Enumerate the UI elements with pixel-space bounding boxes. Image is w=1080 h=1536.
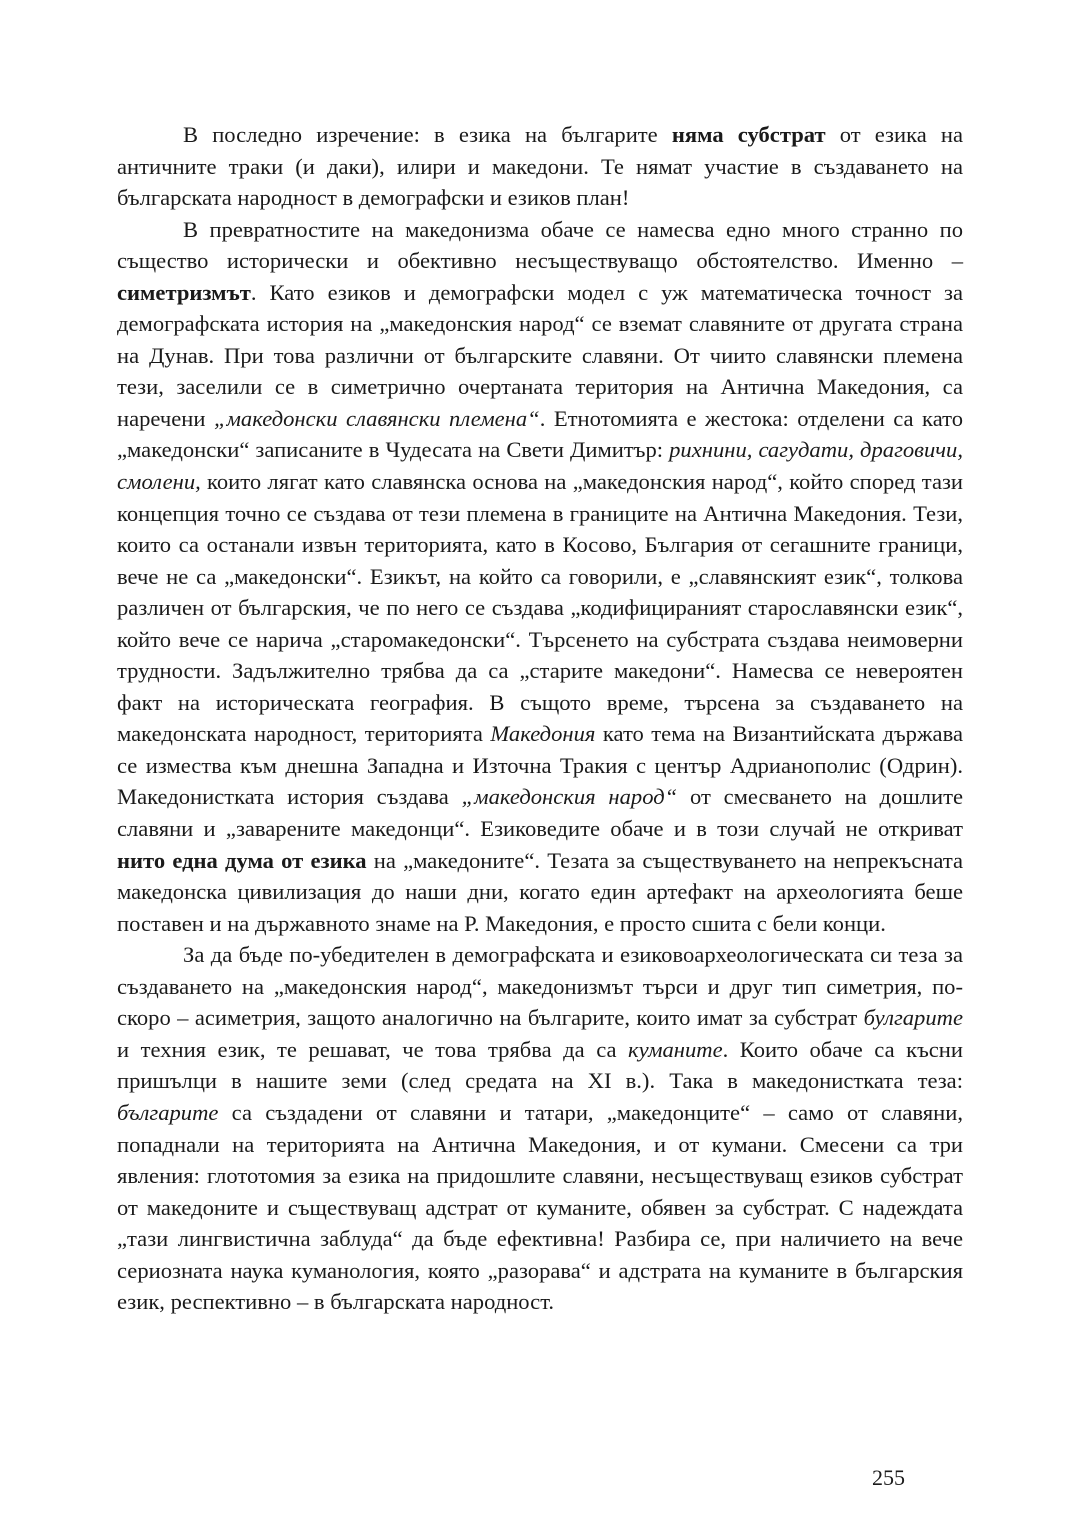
italic-phrase: „македонския народ“	[461, 784, 678, 810]
text-segment: и техния език, те решават, че това трябва да са	[117, 1036, 629, 1062]
text-segment: В превратностите на македонизма обаче се намесва едно много странно по същество исторически и обективно несъществуващо обстоятелство. Именно –	[117, 216, 963, 274]
text-segment: . Които обаче са късни пришълци в нашите земи (след средата на XI в.). Така в македонистката теза:	[117, 1036, 963, 1094]
text-segment: от езика на античните траки (и даки), илири и македони. Те нямат участие в създаването на българската народност в демографски и езиков план!	[117, 122, 964, 211]
text-segment: . Етнотомията е жестока: отделени са като „македонски“ записаните в Чудесата на Свети Димитър:	[117, 405, 964, 463]
text-segment: . Като езиков и демографски модел с уж математическа точност за демографската история на „македонския народ“ се вземат славяните от другата страна на Дунав. При това различни от българските славяни. От чиито славянски племена тези, заселили се в симетрично очертаната територия на Антична Македония, са наречени	[117, 279, 963, 431]
text-segment: които лягат като славянска основа на „македонския народ“, който според тази концепция точно се създава от тези племена в границите на Антична Македония. Тези, които са останали извън територията, като в Косово, България от сегашните граници, вече не са „македонски“. Езикът, на който са говорили, е „славянският език“, толкова различен от българския, че по него се създава „кодифицираният старославянски език“, който вече се нарича „старомакедонски“. Търсенето на субстрата създава неимоверни трудности. Задължително трябва да са „старите македони“. Намесва се невероятен факт на историческата география. В същото време, търсена за създаването на македонската народност, територията	[117, 469, 963, 747]
bold-phrase: симетризмът	[117, 279, 251, 305]
text-segment: За да бъде по-убедителен в демографската и езиковоархеологическата си теза за създаването на „македонския народ“, македонизмът търси и друг тип симетрия, по-скоро – асиметрия, защото аналогично на българите, които имат за субстрат	[117, 942, 963, 1031]
paragraph-2	[117, 214, 963, 940]
paragraph-1	[117, 119, 963, 214]
italic-phrase: Македония	[490, 721, 596, 747]
page-number: 255	[872, 1465, 905, 1490]
text-segment: са създадени от славяни и татари, „македонците“ – само от славяни, попаднали на територията на Антична Македония, и от кумани. Смесени са три явления: глототомия за езика на придошлите славяни, несъществуващ езиков субстрат от македоните и съществуващ адстрат от куманите, обявен за субстрат. С надеждата „тази лингвистична заблуда“ да бъде ефективна! Разбира се, при наличието на вече сериозната наука куманология, която „разорава“ и адстрата на куманите в българския език, респективно – в българската народност.	[117, 1099, 963, 1315]
text-segment: от смесването на дошлите славяни и „заварените македонци“. Езиковедите обаче и в този случай не откриват	[117, 784, 964, 842]
italic-phrase: куманите	[628, 1036, 723, 1062]
bold-phrase: нито една дума от езика	[117, 847, 367, 873]
italic-phrase: „македонски славянски племена“	[213, 405, 540, 431]
text-segment: В последно изречение: в езика на българите	[183, 122, 672, 147]
text-segment: като тема на Византийската държава се измества към днешна Западна и Източна Тракия с център Адрианополис (Одрин). Македонистката история създава	[117, 721, 963, 810]
paragraph-3	[117, 939, 963, 1318]
bold-phrase: няма субстрат	[671, 122, 826, 147]
italic-phrase: рихнини, сагудати, драговичи, смолени,	[117, 437, 964, 495]
body-text	[117, 119, 963, 1318]
italic-phrase: булгарите	[863, 1005, 963, 1031]
text-segment: на „македоните“. Тезата за съществуването на непрекъсната македонска цивилизация до наши дни, когато един артефакт на археологията беше поставен и на държавното знаме на Р. Македония, е просто сшита с бели конци.	[117, 847, 963, 936]
italic-phrase: българите	[117, 1099, 219, 1125]
